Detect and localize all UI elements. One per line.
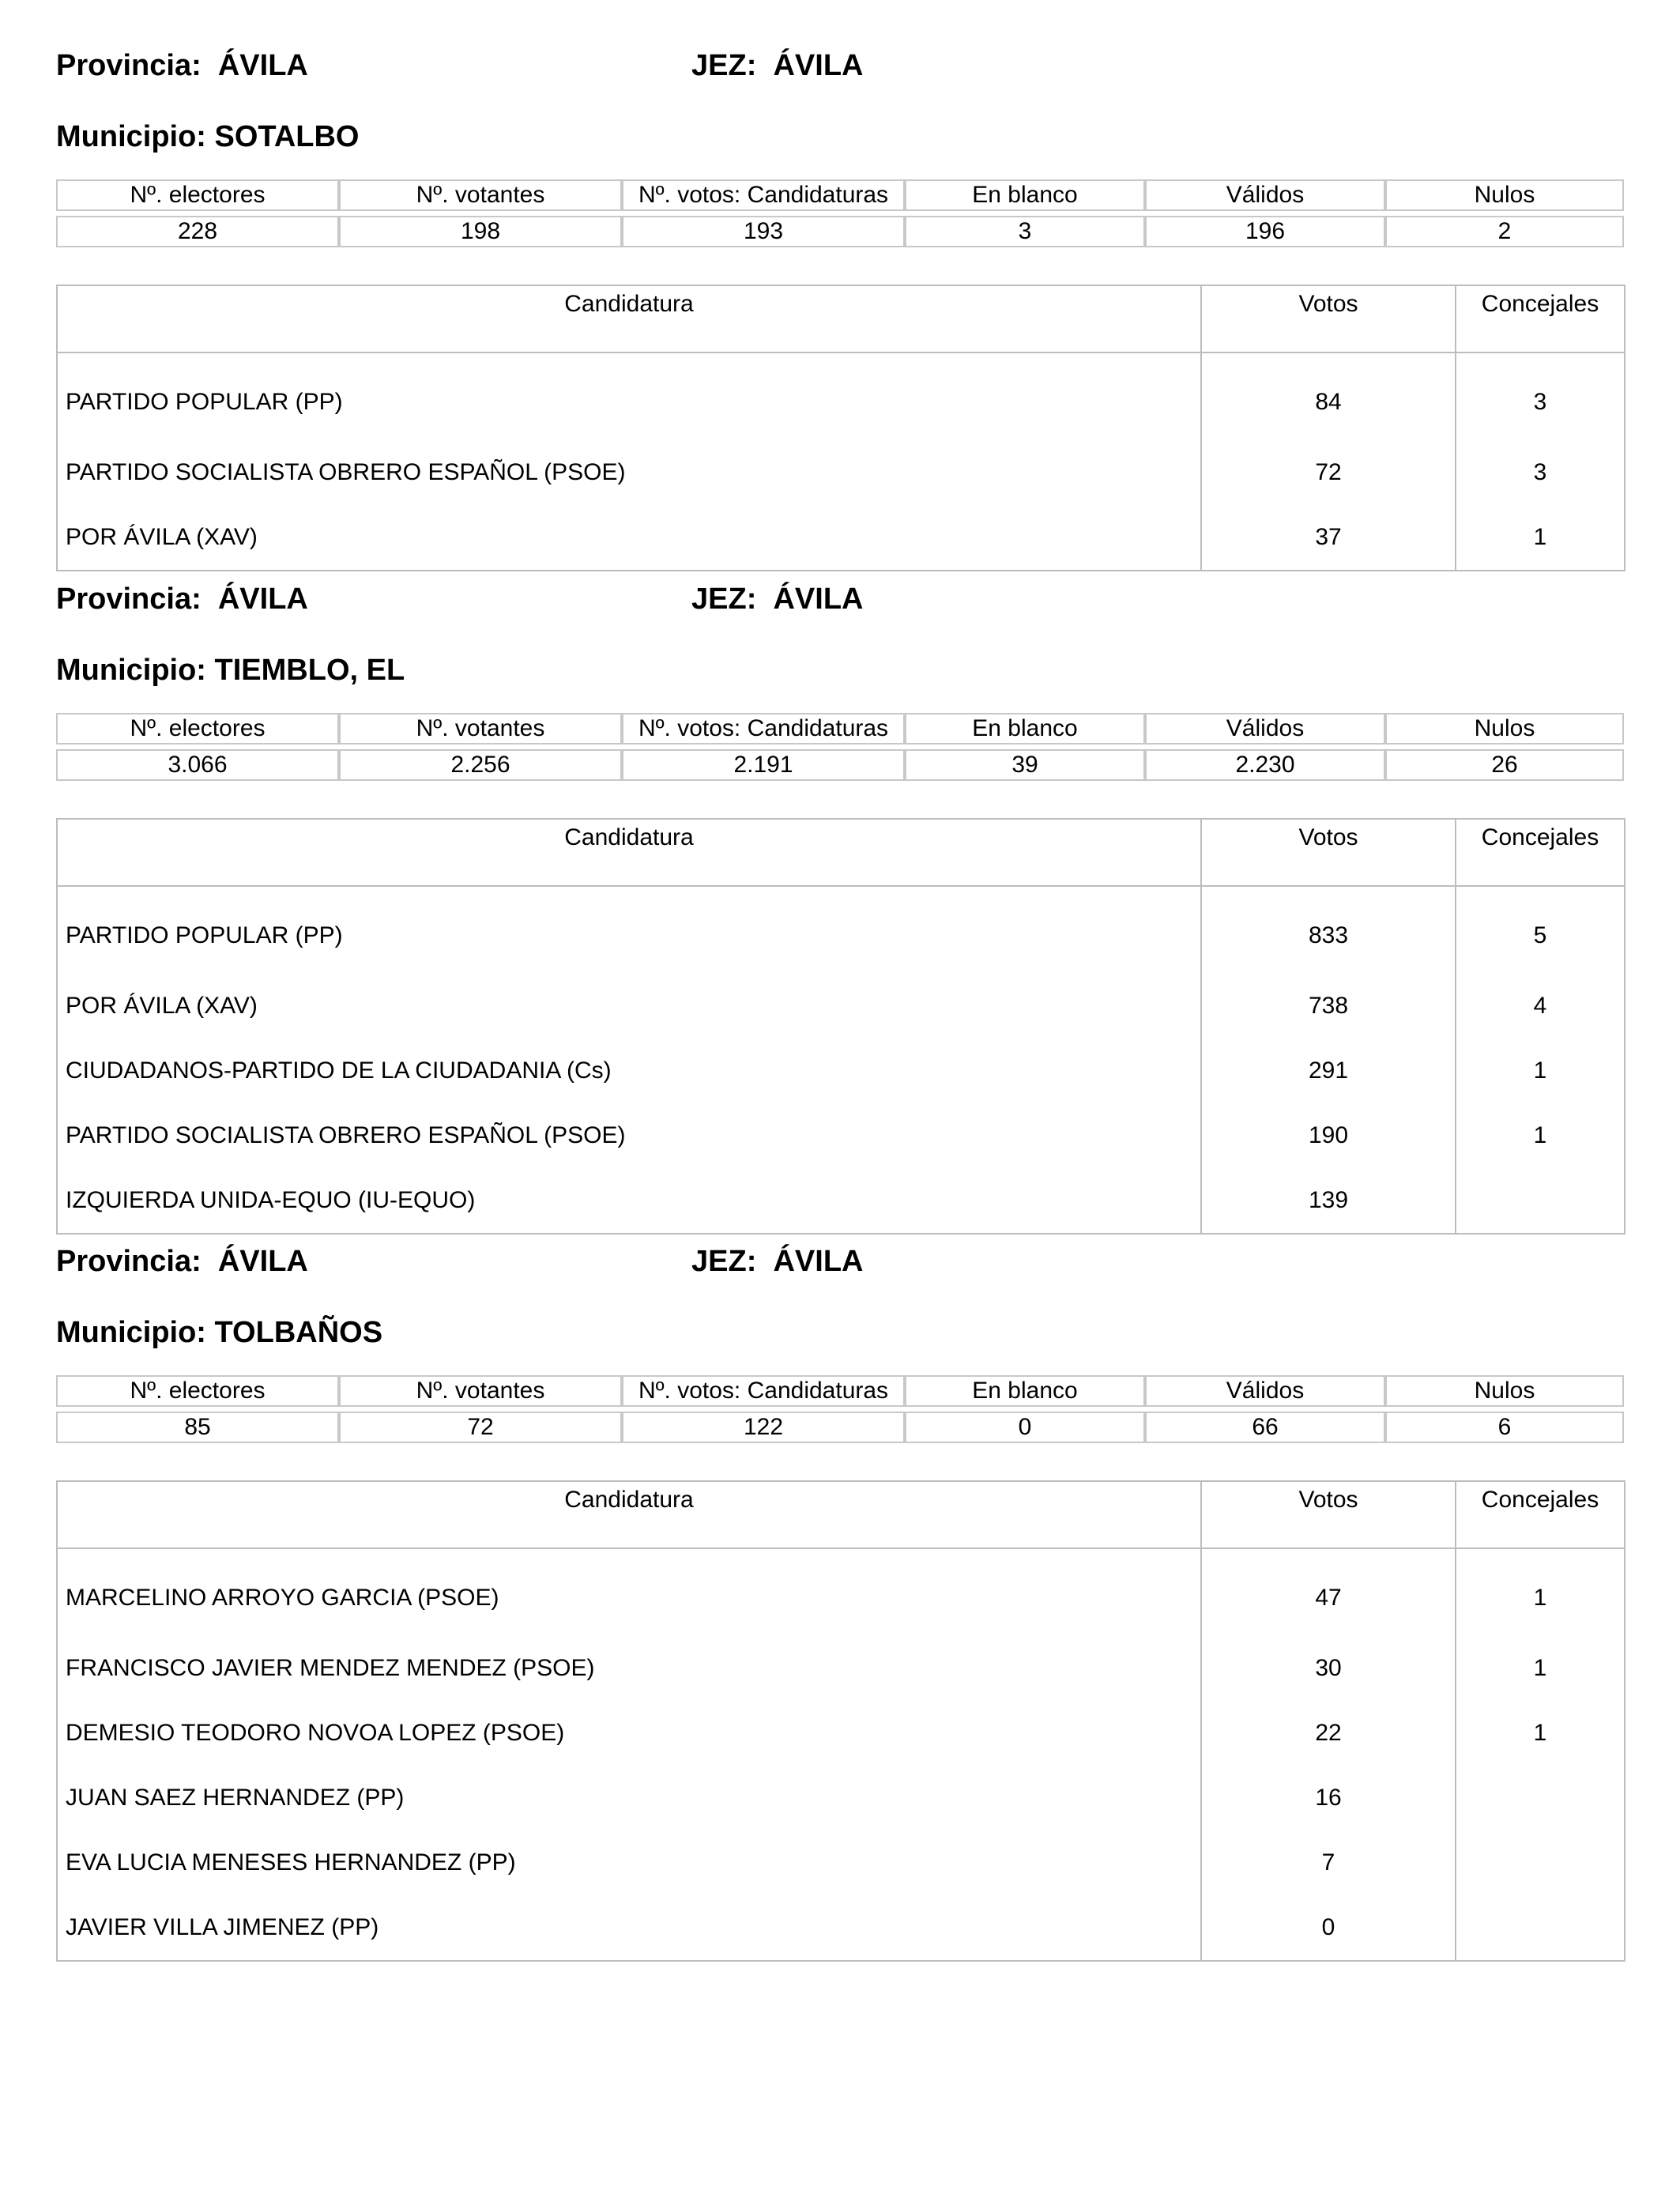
jez: JEZ: ÁVILA [691, 582, 864, 616]
stats-value: 26 [1385, 749, 1624, 781]
section-header [56, 582, 1624, 630]
candidatura-concejales: 3 [1456, 352, 1625, 440]
provincia: Provincia: ÁVILA [56, 582, 308, 616]
votos-header: Votos [1201, 285, 1456, 352]
table-row [57, 974, 1625, 1039]
candidatura-concejales: 4 [1456, 974, 1625, 1039]
candidatura-concejales: 1 [1456, 1636, 1625, 1701]
provincia: Provincia: ÁVILA [56, 49, 308, 82]
municipio: Municipio: SOTALBO [56, 120, 360, 153]
candidatura-name: PARTIDO SOCIALISTA OBRERO ESPAÑOL (PSOE) [66, 459, 626, 485]
jez-value: ÁVILA [773, 49, 864, 82]
concejales-header: Concejales [1456, 285, 1625, 352]
candidatura-votos: 30 [1201, 1636, 1456, 1701]
votos-header: Votos [1201, 1481, 1456, 1548]
candidatura-name: PARTIDO SOCIALISTA OBRERO ESPAÑOL (PSOE) [66, 1122, 626, 1148]
candidatura-name: POR ÁVILA (XAV) [66, 524, 258, 550]
municipio-value: TOLBAÑOS [214, 1316, 383, 1349]
section-header [56, 49, 1624, 96]
provincia: Provincia: ÁVILA [56, 1245, 308, 1278]
candidatura-votos: 0 [1201, 1895, 1456, 1961]
stats-value: 193 [622, 216, 905, 247]
candidatura-name: POR ÁVILA (XAV) [66, 993, 258, 1019]
stats-header: Válidos [1145, 713, 1385, 745]
stats-header: Nº. electores [56, 1375, 339, 1407]
candidatura-votos: 738 [1201, 974, 1456, 1039]
candidatura-name: EVA LUCIA MENESES HERNANDEZ (PP) [66, 1849, 516, 1875]
table-row [57, 1548, 1625, 1636]
stats-table [56, 1375, 1624, 1443]
candidatura-votos: 47 [1201, 1548, 1456, 1636]
stats-header: Nulos [1385, 1375, 1624, 1407]
jez: JEZ: ÁVILA [691, 49, 864, 82]
stats-value: 198 [339, 216, 622, 247]
stats-value: 2 [1385, 216, 1624, 247]
candidatura-name: IZQUIERDA UNIDA-EQUO (IU-EQUO) [66, 1187, 476, 1213]
candidatura-concejales: 1 [1456, 505, 1625, 571]
stats-header: Nº. votantes [339, 179, 622, 211]
stats-header: Nº. electores [56, 179, 339, 211]
table-row [57, 1168, 1625, 1234]
candidaturas-header-row [57, 1481, 1625, 1548]
candidatura-concejales [1456, 1168, 1625, 1234]
table-row [57, 440, 1625, 505]
stats-header: Válidos [1145, 179, 1385, 211]
stats-value-row [56, 1412, 1624, 1443]
candidatura-concejales: 1 [1456, 1548, 1625, 1636]
candidatura-concejales: 3 [1456, 440, 1625, 505]
jez-value: ÁVILA [773, 582, 864, 616]
stats-value: 0 [905, 1412, 1145, 1443]
section-tolbanos [56, 1245, 1624, 1940]
candidatura-votos: 37 [1201, 505, 1456, 571]
table-row [57, 1039, 1625, 1103]
stats-value-row [56, 216, 1624, 247]
concejales-header: Concejales [1456, 1481, 1625, 1548]
stats-value: 2.230 [1145, 749, 1385, 781]
concejales-header: Concejales [1456, 819, 1625, 886]
stats-header: Válidos [1145, 1375, 1385, 1407]
municipio-value: TIEMBLO, EL [214, 654, 405, 687]
stats-value-row [56, 749, 1624, 781]
candidatura-concejales [1456, 1830, 1625, 1895]
table-row [57, 505, 1625, 571]
candidatura-votos: 291 [1201, 1039, 1456, 1103]
stats-value: 122 [622, 1412, 905, 1443]
candidatura-name: CIUDADANOS-PARTIDO DE LA CIUDADANIA (Cs) [66, 1057, 612, 1084]
stats-header: Nulos [1385, 713, 1624, 745]
candidaturas-table [56, 818, 1625, 1235]
stats-header: Nº. votos: Candidaturas [622, 1375, 905, 1407]
provincia-value: ÁVILA [217, 1245, 308, 1278]
candidaturas-header-row [57, 819, 1625, 886]
candidatura-concejales: 5 [1456, 886, 1625, 974]
stats-value: 3 [905, 216, 1145, 247]
candidaturas-table [56, 285, 1625, 571]
stats-header: Nº. votantes [339, 713, 622, 745]
stats-header-row [56, 713, 1624, 745]
stats-header: En blanco [905, 1375, 1145, 1407]
stats-value: 228 [56, 216, 339, 247]
table-row [57, 1830, 1625, 1895]
candidatura-votos: 190 [1201, 1103, 1456, 1168]
candidatura-votos: 22 [1201, 1701, 1456, 1766]
municipio: Municipio: TIEMBLO, EL [56, 654, 405, 687]
candidatura-header: Candidatura [57, 819, 1201, 886]
municipio-value: SOTALBO [214, 120, 360, 153]
municipio: Municipio: TOLBAÑOS [56, 1316, 383, 1349]
table-row [57, 1701, 1625, 1766]
candidatura-name: PARTIDO POPULAR (PP) [66, 922, 343, 948]
candidatura-votos: 833 [1201, 886, 1456, 974]
section-tiemblo-el [56, 582, 1624, 1213]
stats-value: 85 [56, 1412, 339, 1443]
stats-header: En blanco [905, 713, 1145, 745]
table-row [57, 352, 1625, 440]
candidatura-header: Candidatura [57, 285, 1201, 352]
provincia-value: ÁVILA [217, 49, 308, 82]
table-row [57, 1636, 1625, 1701]
candidatura-name: MARCELINO ARROYO GARCIA (PSOE) [66, 1585, 499, 1611]
section-header [56, 1245, 1624, 1292]
stats-header: Nulos [1385, 179, 1624, 211]
candidatura-votos: 139 [1201, 1168, 1456, 1234]
stats-value: 39 [905, 749, 1145, 781]
candidatura-name: JAVIER VILLA JIMENEZ (PP) [66, 1914, 379, 1940]
stats-header: Nº. electores [56, 713, 339, 745]
candidatura-concejales [1456, 1766, 1625, 1830]
stats-value: 66 [1145, 1412, 1385, 1443]
votos-header: Votos [1201, 819, 1456, 886]
candidatura-name: DEMESIO TEODORO NOVOA LOPEZ (PSOE) [66, 1720, 565, 1746]
candidaturas-table [56, 1480, 1625, 1962]
candidaturas-header-row [57, 285, 1625, 352]
jez: JEZ: ÁVILA [691, 1245, 864, 1278]
stats-table [56, 179, 1624, 247]
candidatura-votos: 84 [1201, 352, 1456, 440]
candidatura-votos: 7 [1201, 1830, 1456, 1895]
table-row [57, 886, 1625, 974]
stats-value: 196 [1145, 216, 1385, 247]
stats-value: 3.066 [56, 749, 339, 781]
candidatura-concejales: 1 [1456, 1039, 1625, 1103]
candidatura-header: Candidatura [57, 1481, 1201, 1548]
stats-value: 6 [1385, 1412, 1624, 1443]
table-row [57, 1766, 1625, 1830]
table-row [57, 1103, 1625, 1168]
stats-table [56, 713, 1624, 781]
stats-header: Nº. votantes [339, 1375, 622, 1407]
provincia-value: ÁVILA [217, 582, 308, 616]
candidatura-name: JUAN SAEZ HERNANDEZ (PP) [66, 1785, 405, 1811]
stats-header: Nº. votos: Candidaturas [622, 713, 905, 745]
candidatura-votos: 72 [1201, 440, 1456, 505]
stats-value: 2.191 [622, 749, 905, 781]
candidatura-concejales [1456, 1895, 1625, 1961]
table-row [57, 1895, 1625, 1961]
stats-header-row [56, 1375, 1624, 1407]
stats-value: 72 [339, 1412, 622, 1443]
stats-header: Nº. votos: Candidaturas [622, 179, 905, 211]
stats-header-row [56, 179, 1624, 211]
candidatura-name: FRANCISCO JAVIER MENDEZ MENDEZ (PSOE) [66, 1655, 595, 1681]
candidatura-votos: 16 [1201, 1766, 1456, 1830]
candidatura-name: PARTIDO POPULAR (PP) [66, 389, 343, 415]
candidatura-concejales: 1 [1456, 1701, 1625, 1766]
candidatura-concejales: 1 [1456, 1103, 1625, 1168]
stats-value: 2.256 [339, 749, 622, 781]
section-sotalbo [56, 49, 1624, 550]
stats-header: En blanco [905, 179, 1145, 211]
jez-value: ÁVILA [773, 1245, 864, 1278]
